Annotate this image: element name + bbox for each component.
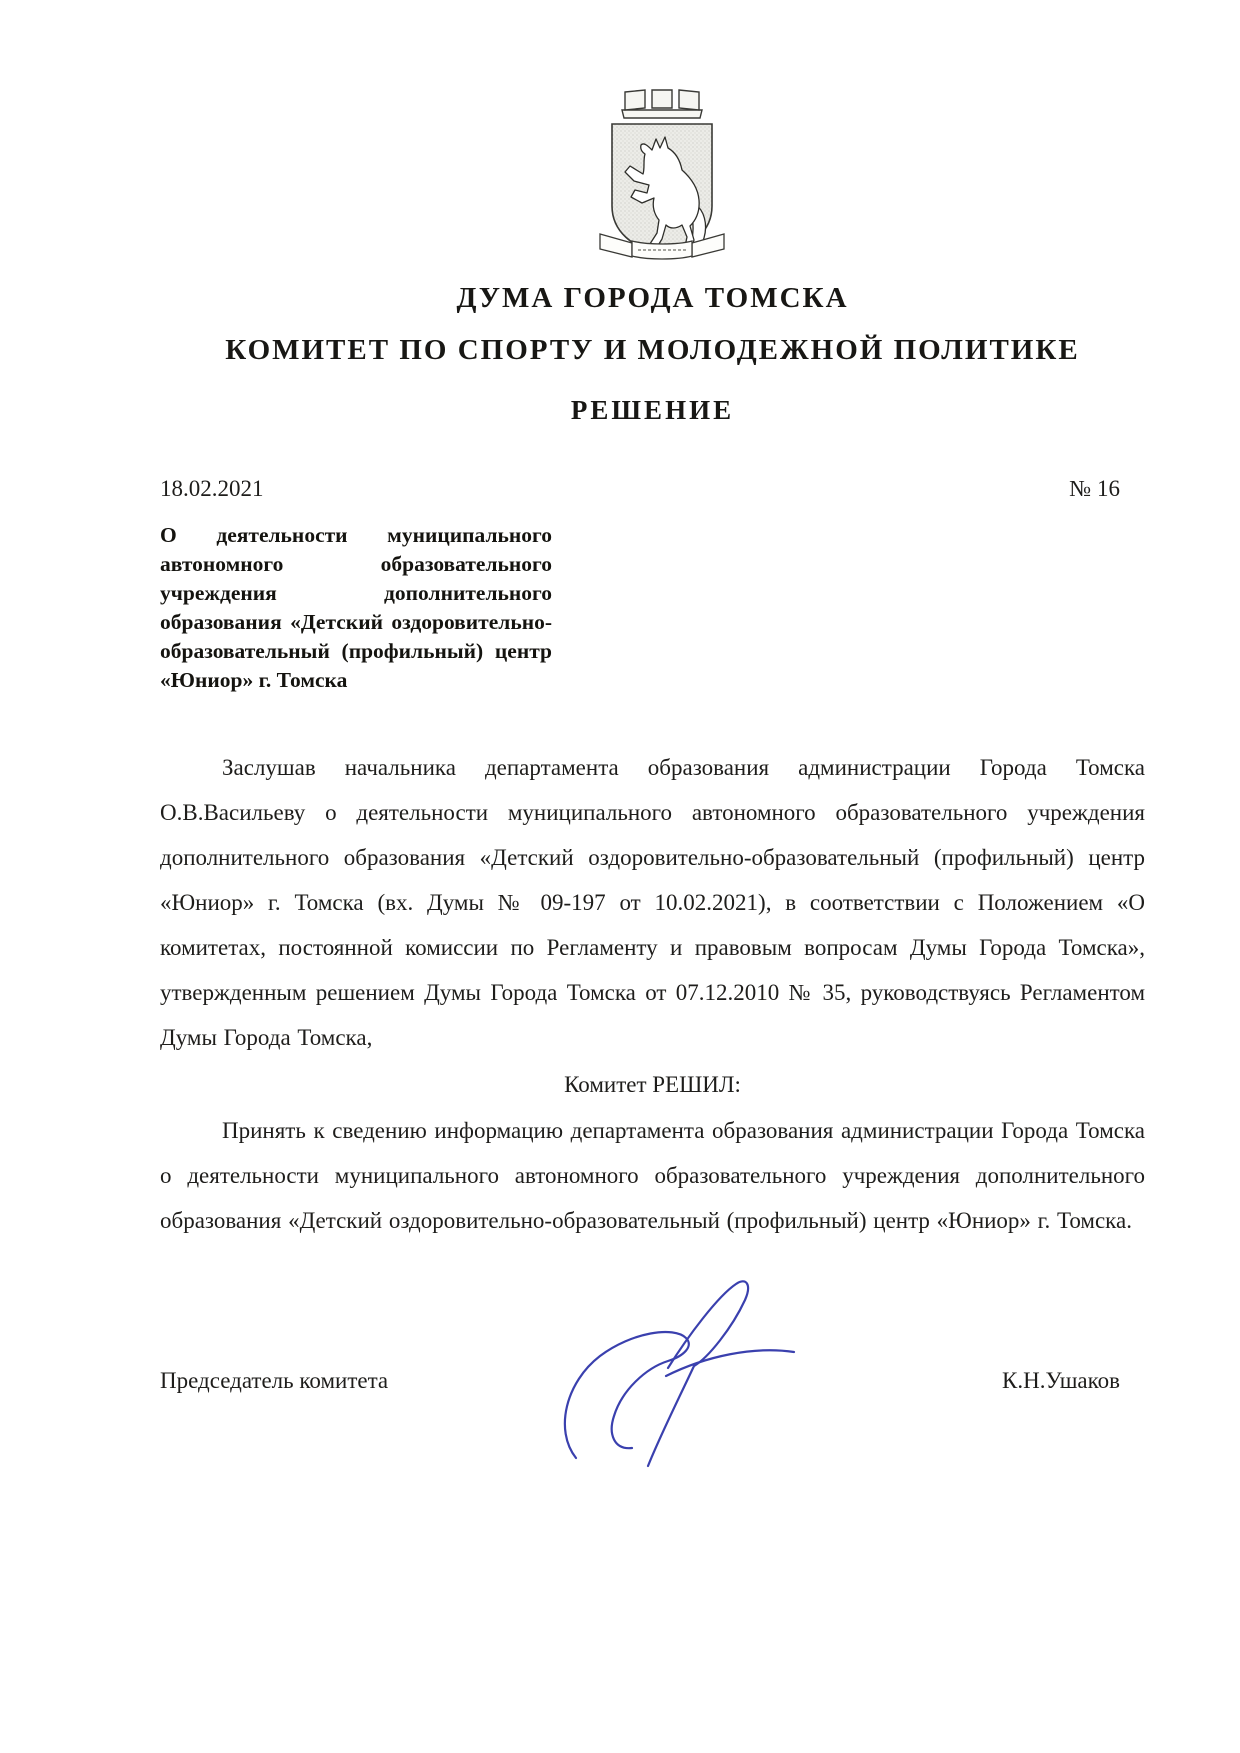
meta-row bbox=[160, 476, 1120, 502]
mural-crown-icon bbox=[622, 90, 702, 118]
decision-heading: Комитет РЕШИЛ: bbox=[564, 1072, 741, 1097]
signatory-name: К.Н.Ушаков bbox=[1002, 1368, 1120, 1393]
preamble-paragraph: Заслушав начальника департамента образования администрации Города Томска О.В.Васильеву о деятельности муниципального автономного образовательного учреждения дополнительного образования «Детский оздоровительно-образовательный (профильный) центр «Юниор» г. Томска (вх. Думы № 09-197 от 10.02.2021), в соответствии с Положением «О комитетах, постоянной комиссии по Регламенту и правовым вопросам Думы Города Томска», утвержденным решением Думы Города Томска от 07.12.2010 № 35, руководствуясь Регламентом Думы Города Томска, bbox=[160, 755, 1145, 1050]
document-date: 18.02.2021 bbox=[160, 476, 264, 501]
resolution-paragraph: Принять к сведению информацию департамента образования администрации Города Томска о деятельности муниципального автономного образовательного учреждения дополнительного образования «Детский оздоровительно-образовательный (профильный) центр «Юниор» г. Томска. bbox=[160, 1118, 1145, 1233]
document-subject: О деятельности муниципального автономного образовательного учреждения дополнительного образования «Детский оздоровительно-образовательный (профильный) центр «Юниор» г. Томска bbox=[160, 523, 552, 692]
coat-of-arms-graphic bbox=[592, 86, 732, 262]
signatory-position-title: Председатель комитета bbox=[160, 1368, 389, 1393]
signature-row bbox=[160, 1368, 1120, 1394]
tomsk-coat-of-arms bbox=[592, 86, 732, 262]
committee-title: КОМИТЕТ ПО СПОРТУ И МОЛОДЕЖНОЙ ПОЛИТИКЕ bbox=[225, 334, 1080, 366]
document-number: № 16 bbox=[1069, 476, 1120, 501]
document-type-title: РЕШЕНИЕ bbox=[570, 395, 735, 425]
organization-title: ДУМА ГОРОДА ТОМСКА bbox=[456, 282, 849, 314]
